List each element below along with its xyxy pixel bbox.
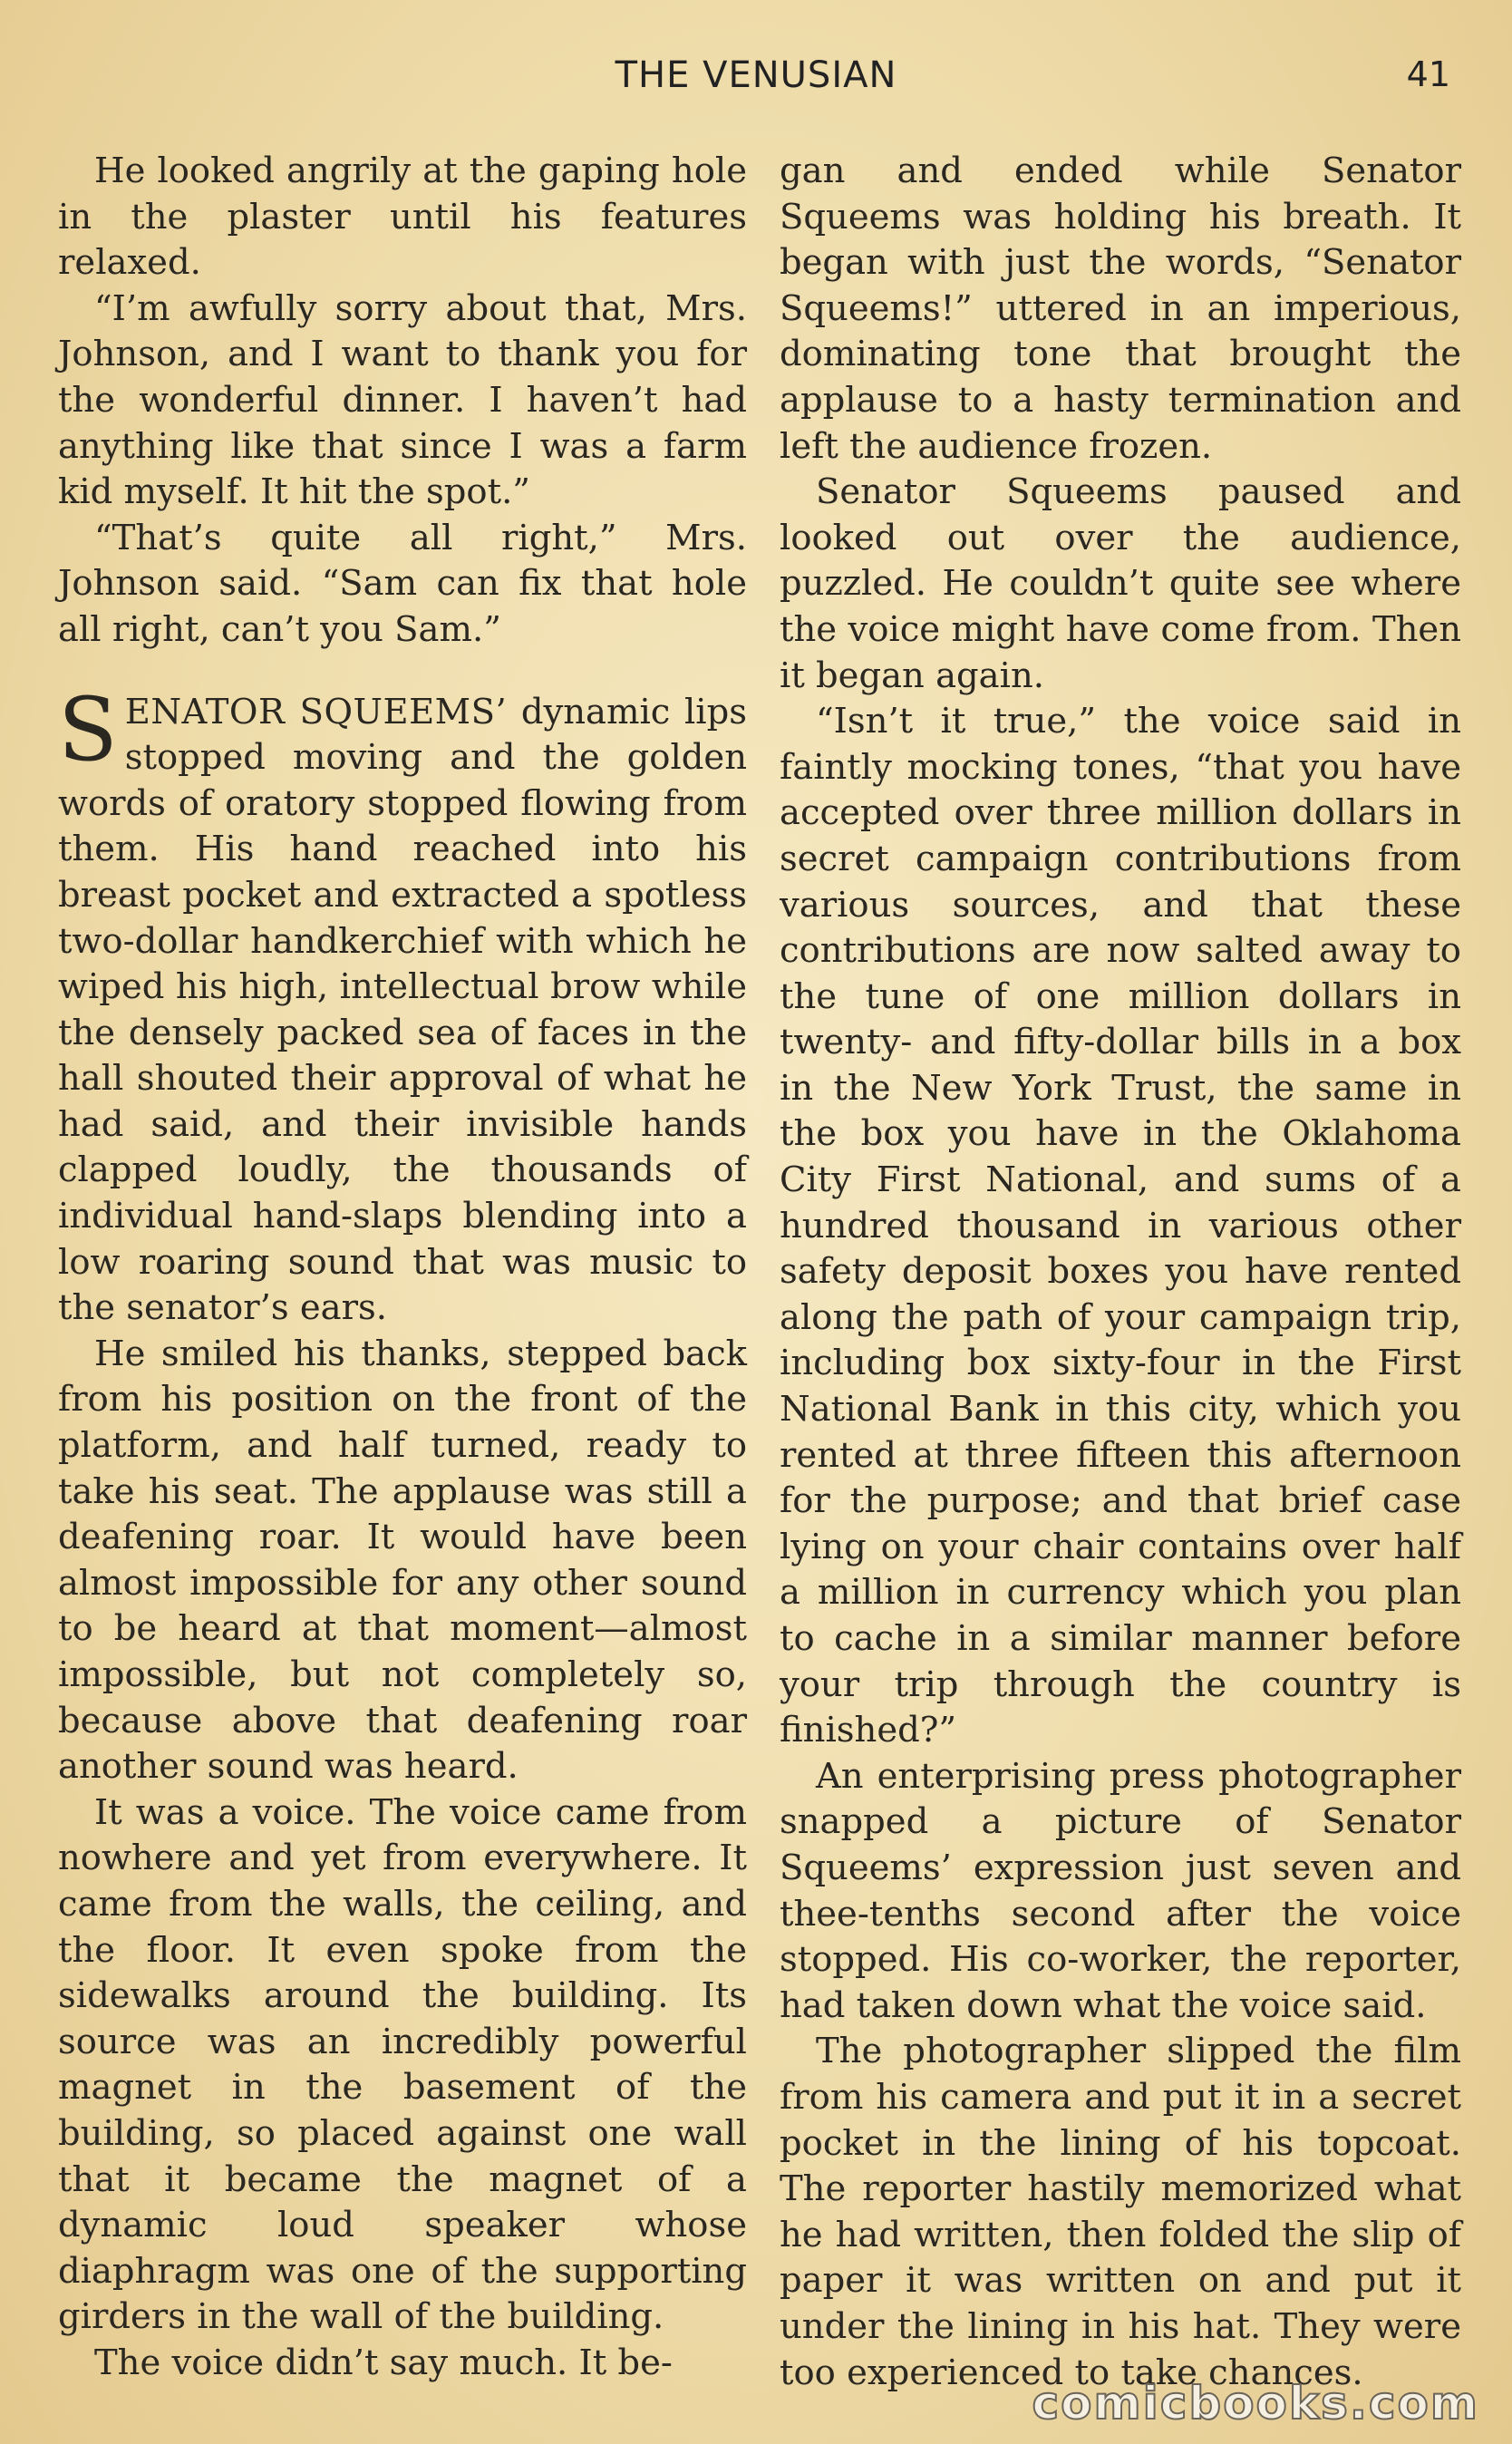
small-caps-lead: ENATOR SQUEEMS’ [124, 691, 508, 732]
paragraph-text: dynamic lips stopped moving and the golden words of oratory stopped flowing from them. His hand reached into his breast pocket and extracted a spotless two-dollar handkerchief with which he wiped his high, intellectual brow while the densely packed sea of faces in the hall shouted their approval of what he had said, and their invisible hands clapped loudly, the thousands of individual hand-slaps blending into a low roaring sound that was music to the senator’s ears. [58, 691, 747, 1329]
left-column [58, 149, 747, 2387]
paragraph: Senator Squeems paused and looked out over the audience, puzzled. He couldn’t quite see where the voice might have come from. Then it began again. [780, 471, 1461, 696]
page-header [0, 54, 1512, 109]
paragraph-continuation: gan and ended while Senator Squeems was holding his breath. It began with just the words, “Senator Squeems!” uttered in an imperious, dominating tone that brought the applause to a hasty termination and left the audience frozen. [780, 150, 1461, 467]
running-title: THE VENUSIAN [615, 54, 897, 96]
page-number: 41 [1406, 54, 1450, 94]
paragraph: “I’m awfully sorry about that, Mrs. Johnson, and I want to thank you for the wonderful dinner. I haven’t had anything like that since I was a farm kid myself. It hit the spot.” [58, 287, 747, 513]
paragraph: It was a voice. The voice came from nowhere and yet from everywhere. It came from the walls, the ceiling, and the floor. It even spoke from the sidewalks around the building. Its source was an incredibly powerful magnet in the basement of the building, so placed against one wall that it became the magnet of a dynamic loud speaker whose diaphragm was one of the supporting girders in the wall of the building. [58, 1791, 747, 2338]
paragraph: An enterprising press photographer snapped a picture of Senator Squeems’ expression just seven and thee-tenths second after the voice stopped. His co-worker, the reporter, had taken down what the voice said. [780, 1755, 1461, 2026]
paragraph: He smiled his thanks, stepped back from his position on the front of the platform, and half turned, ready to take his seat. The applause was still a deafening roar. It would have been almost impossible for any other sound to be heard at that moment—almost impossible, but not completely so, because above that deafening roar another sound was heard. [58, 1333, 747, 1788]
paragraph: He looked angrily at the gaping hole in the plaster until his features relaxed. [58, 150, 747, 284]
right-column [780, 149, 1461, 2396]
paragraph: “That’s quite all right,” Mrs. Johnson said. “Sam can fix that hole all right, can’t you Sam.” [58, 517, 747, 650]
paragraph: The voice didn’t say much. It be- [94, 2342, 673, 2383]
paragraph: “Isn’t it true,” the voice said in faintly mocking tones, “that you have accepted over three million dollars in secret campaign contributions from various sources, and that these contributions are now salted away to the tune of one million dollars in twenty- and fifty-dollar bills in a box in the New York Trust, the same in the box you have in the Oklahoma City First National, and sums of a hundred thousand in various other safety deposit boxes you have rented along the path of your campaign trip, including box sixty-four in the First National Bank in this city, which you rented at three fifteen this afternoon for the purpose; and that brief case lying on your chair contains over half a million in currency which you plan to cache in a similar manner before your trip through the country is finished?” [780, 701, 1461, 1751]
section-opening-paragraph [58, 678, 747, 1332]
drop-cap: S [58, 678, 118, 781]
watermark: comicbooks.com [1032, 2377, 1479, 2429]
paragraph: The photographer slipped the film from his camera and put it in a secret pocket in the lining of his topcoat. The reporter hastily memorized what he had written, then folded the slip of paper it was written on and put it under the lining in his hat. They were too experienced to take chances. [780, 2031, 1461, 2393]
